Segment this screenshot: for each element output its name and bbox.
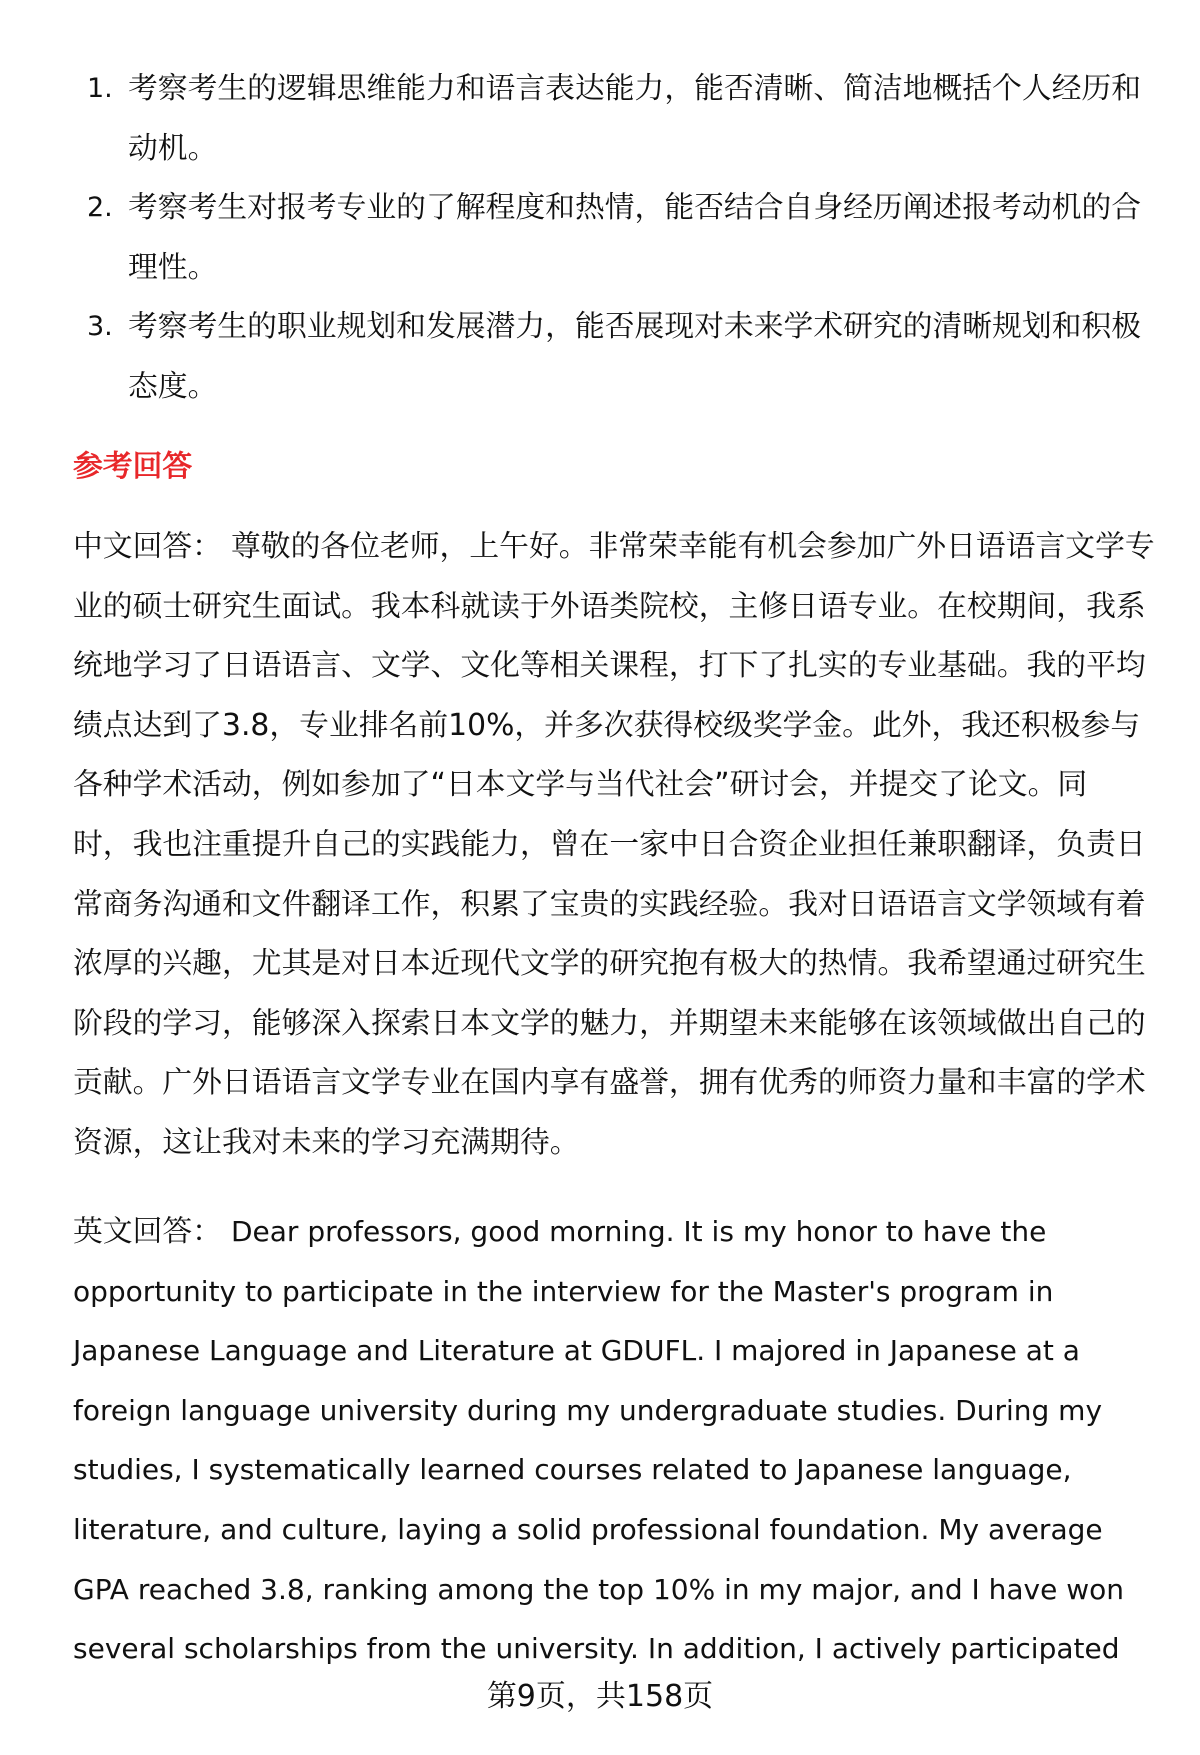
question-item [0,59,1200,178]
answer-line [73,1560,1124,1620]
question-number: 1. [87,73,113,104]
answer-line [73,1321,1124,1381]
answer-line-text: studies, I systematically learned courses related to Japanese language, [73,1453,1072,1487]
question-line: 考察考生对报考专业的了解程度和热情，能否结合自身经历阐述报考动机的合 [128,190,1142,226]
question-line: 理性。 [128,249,218,285]
answer-line: 时，我也注重提升自己的实践能力，曾在一家中日合资企业担任兼职翻译，负责日 [73,826,1146,862]
answer-line: 资源，这让我对未来的学习充满期待。 [73,1124,580,1160]
answer-line [73,1619,1124,1679]
question-list [0,59,1200,417]
page-footer: 第9页，共158页 [486,1679,714,1714]
question-line: 考察考生的职业规划和发展潜力，能否展现对未来学术研究的清晰规划和积极 [128,309,1142,345]
question-number: 3. [87,311,113,343]
answer-line-text: several scholarships from the university. In addition, I actively participated [73,1632,1120,1666]
answer-line [73,1202,1124,1262]
answer-line: 浓厚的兴趣，尤其是对日本近现代文学的研究抱有极大的热情。我希望通过研究生 [73,946,1146,982]
answer-cn-label: 中文回答： [73,529,222,564]
answer-en-paragraph [73,1202,1124,1679]
answer-line: 业的硕士研究生面试。我本科就读于外语类院校，主修日语专业。在校期间，我系 [73,588,1146,624]
answer-line-text: 尊敬的各位老师，上午好。非常荣幸能有机会参加广外日语语言文学专 [230,529,1155,564]
answer-line: 阶段的学习，能够深入探索日本文学的魅力，并期望未来能够在该领域做出自己的 [73,1005,1146,1041]
answer-line: 统地学习了日语语言、文学、文化等相关课程，打下了扎实的专业基础。我的平均 [73,648,1146,684]
question-item [0,178,1200,297]
answer-line: 各种学术活动，例如参加了“日本文学与当代社会”研讨会，并提交了论文。同 [73,767,1088,803]
answer-cn-paragraph [73,517,1155,1173]
answer-line [73,1500,1124,1560]
question-line: 考察考生的逻辑思维能力和语言表达能力，能否清晰、简洁地概括个人经历和 [128,71,1142,106]
answer-line: 常商务沟通和文件翻译工作，积累了宝贵的实践经验。我对日语语言文学领域有着 [73,886,1146,922]
answer-line [73,1381,1124,1441]
question-line: 态度。 [128,368,218,404]
question-item [0,297,1200,416]
answer-line: 贡献。广外日语语言文学专业在国内享有盛誉，拥有优秀的师资力量和丰富的学术 [73,1065,1146,1101]
answer-line-text: Japanese Language and Literature at GDUFL. I majored in Japanese at a [73,1334,1080,1368]
answer-line-text: foreign language university during my undergraduate studies. During my [73,1393,1103,1427]
answer-line [73,1440,1124,1500]
answer-line-text: literature, and culture, laying a solid professional foundation. My average [73,1512,1103,1546]
reference-answer-heading: 参考回答 [73,449,193,484]
answer-line [73,1262,1124,1322]
answer-line-text: GPA reached 3.8, ranking among the top 10% in my major, and I have won [73,1572,1125,1606]
answer-line: 绩点达到了3.8，专业排名前10%，并多次获得校级奖学金。此外，我还积极参与 [73,707,1141,743]
question-line: 动机。 [128,130,218,166]
answer-en-label: 英文回答： [73,1214,222,1249]
question-number: 2. [87,192,113,224]
answer-line-text: Dear professors, good morning. It is my honor to have the [230,1215,1047,1248]
answer-line-text: opportunity to participate in the interview for the Master's program in [73,1274,1054,1308]
answer-line [73,517,1155,577]
